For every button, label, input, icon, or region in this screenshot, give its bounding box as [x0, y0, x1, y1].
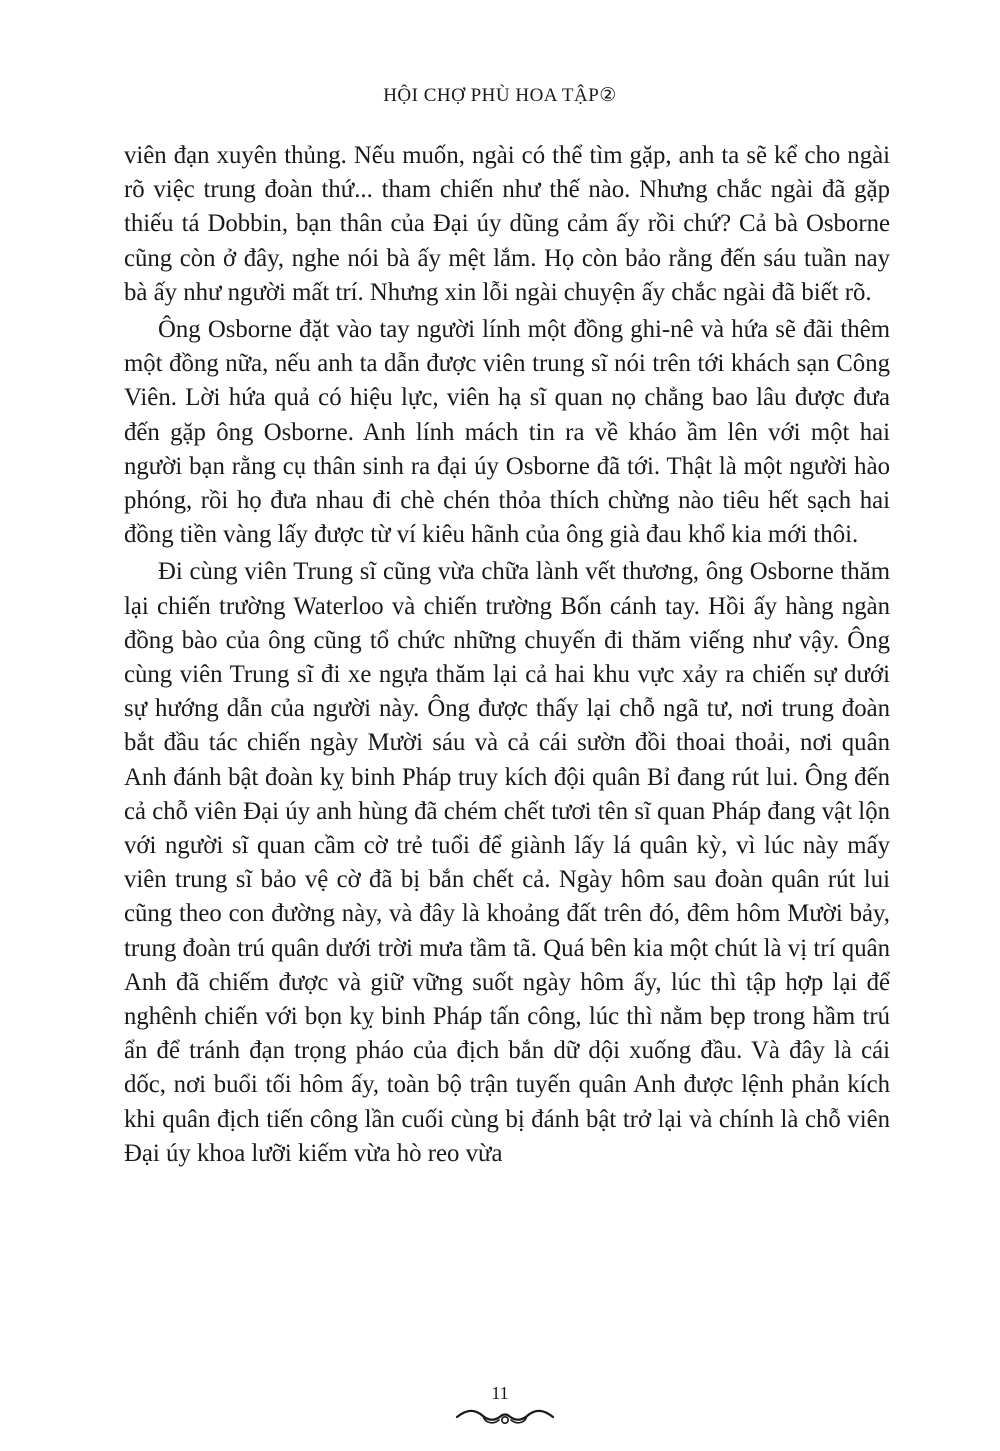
- paragraph: Ông Osborne đặt vào tay người lính một đồng ghi-nê và hứa sẽ đãi thêm một đồng nữa, nếu anh ta dẫn được viên trung sĩ nói trên tới khách sạn Công Viên. Lời hứa quả có hiệu lực, viên hạ sĩ quan nọ chẳng bao lâu được đưa đến gặp ông Osborne. Anh lính mách tin ra về kháo ầm lên với một hai người bạn rằng cụ thân sinh ra đại úy Osborne đã tới. Thật là một người hào phóng, rồi họ đưa nhau đi chè chén thỏa thích chừng nào tiêu hết sạch hai đồng tiền vàng lấy được từ ví kiêu hãnh của ông già đau khổ kia mới thôi.: [124, 316, 890, 549]
- running-header: HỘI CHỢ PHÙ HOA TẬP②: [383, 85, 617, 106]
- body-text: [124, 139, 890, 1171]
- paragraph: Đi cùng viên Trung sĩ cũng vừa chữa lành vết thương, ông Osborne thăm lại chiến trường Waterloo và chiến trường Bốn cánh tay. Hồi ấy hàng ngàn đồng bào của ông cũng tổ chức những chuyến đi thăm viếng như vậy. Ông cùng viên Trung sĩ đi xe ngựa thăm lại cả hai khu vực xảy ra chiến sự dưới sự hướng dẫn của người này. Ông được thấy lại chỗ ngã tư, nơi trung đoàn bắt đầu tác chiến ngày Mười sáu và cả cái sườn đồi thoai thoải, nơi quân Anh đánh bật đoàn kỵ binh Pháp truy kích đội quân Bỉ đang rút lui. Ông đến cả chỗ viên Đại úy anh hùng đã chém chết tươi tên sĩ quan Pháp đang vật lộn với người sĩ quan cầm cờ trẻ tuổi để giành lấy lá quân kỳ, vì lúc này mấy viên trung sĩ bảo vệ cờ đã bị bắn chết cả. Ngày hôm sau đoàn quân rút lui cũng theo con đường này, và đây là khoảng đất trên đó, đêm hôm Mười bảy, trung đoàn trú quân dưới trời mưa tầm tã. Quá bên kia một chút là vị trí quân Anh đã chiếm được và giữ vững suốt ngày hôm ấy, lúc thì tập hợp lại để nghênh chiến với bọn kỵ binh Pháp tấn công, lúc thì nằm bẹp trong hầm trú ẩn để tránh đạn trọng pháo của địch bắn dữ dội xuống đầu. Và đây là cái dốc, nơi buổi tối hôm ấy, toàn bộ trận tuyến quân Anh được lệnh phản kích khi quân địch tiến công lần cuối cùng bị đánh bật trở lại và chính là chỗ viên Đại úy khoa lưỡi kiếm vừa hò reo vừa: [124, 558, 890, 1167]
- paragraph-continued: viên đạn xuyên thủng. Nếu muốn, ngài có thể tìm gặp, anh ta sẽ kể cho ngài rõ việc trung đoàn thứ... tham chiến như thế nào. Nhưng chắc ngài đã gặp thiếu tá Dobbin, bạn thân của Đại úy dũng cảm ấy rồi chứ? Cả bà Osborne cũng còn ở đây, nghe nói bà ấy mệt lắm. Họ còn bảo rằng đến sáu tuần nay bà ấy như người mất trí. Nhưng xin lỗi ngài chuyện ấy chắc ngài đã biết rõ.: [124, 142, 890, 306]
- flourish-ornament-icon: [455, 1407, 555, 1427]
- page-number: 11: [491, 1383, 509, 1403]
